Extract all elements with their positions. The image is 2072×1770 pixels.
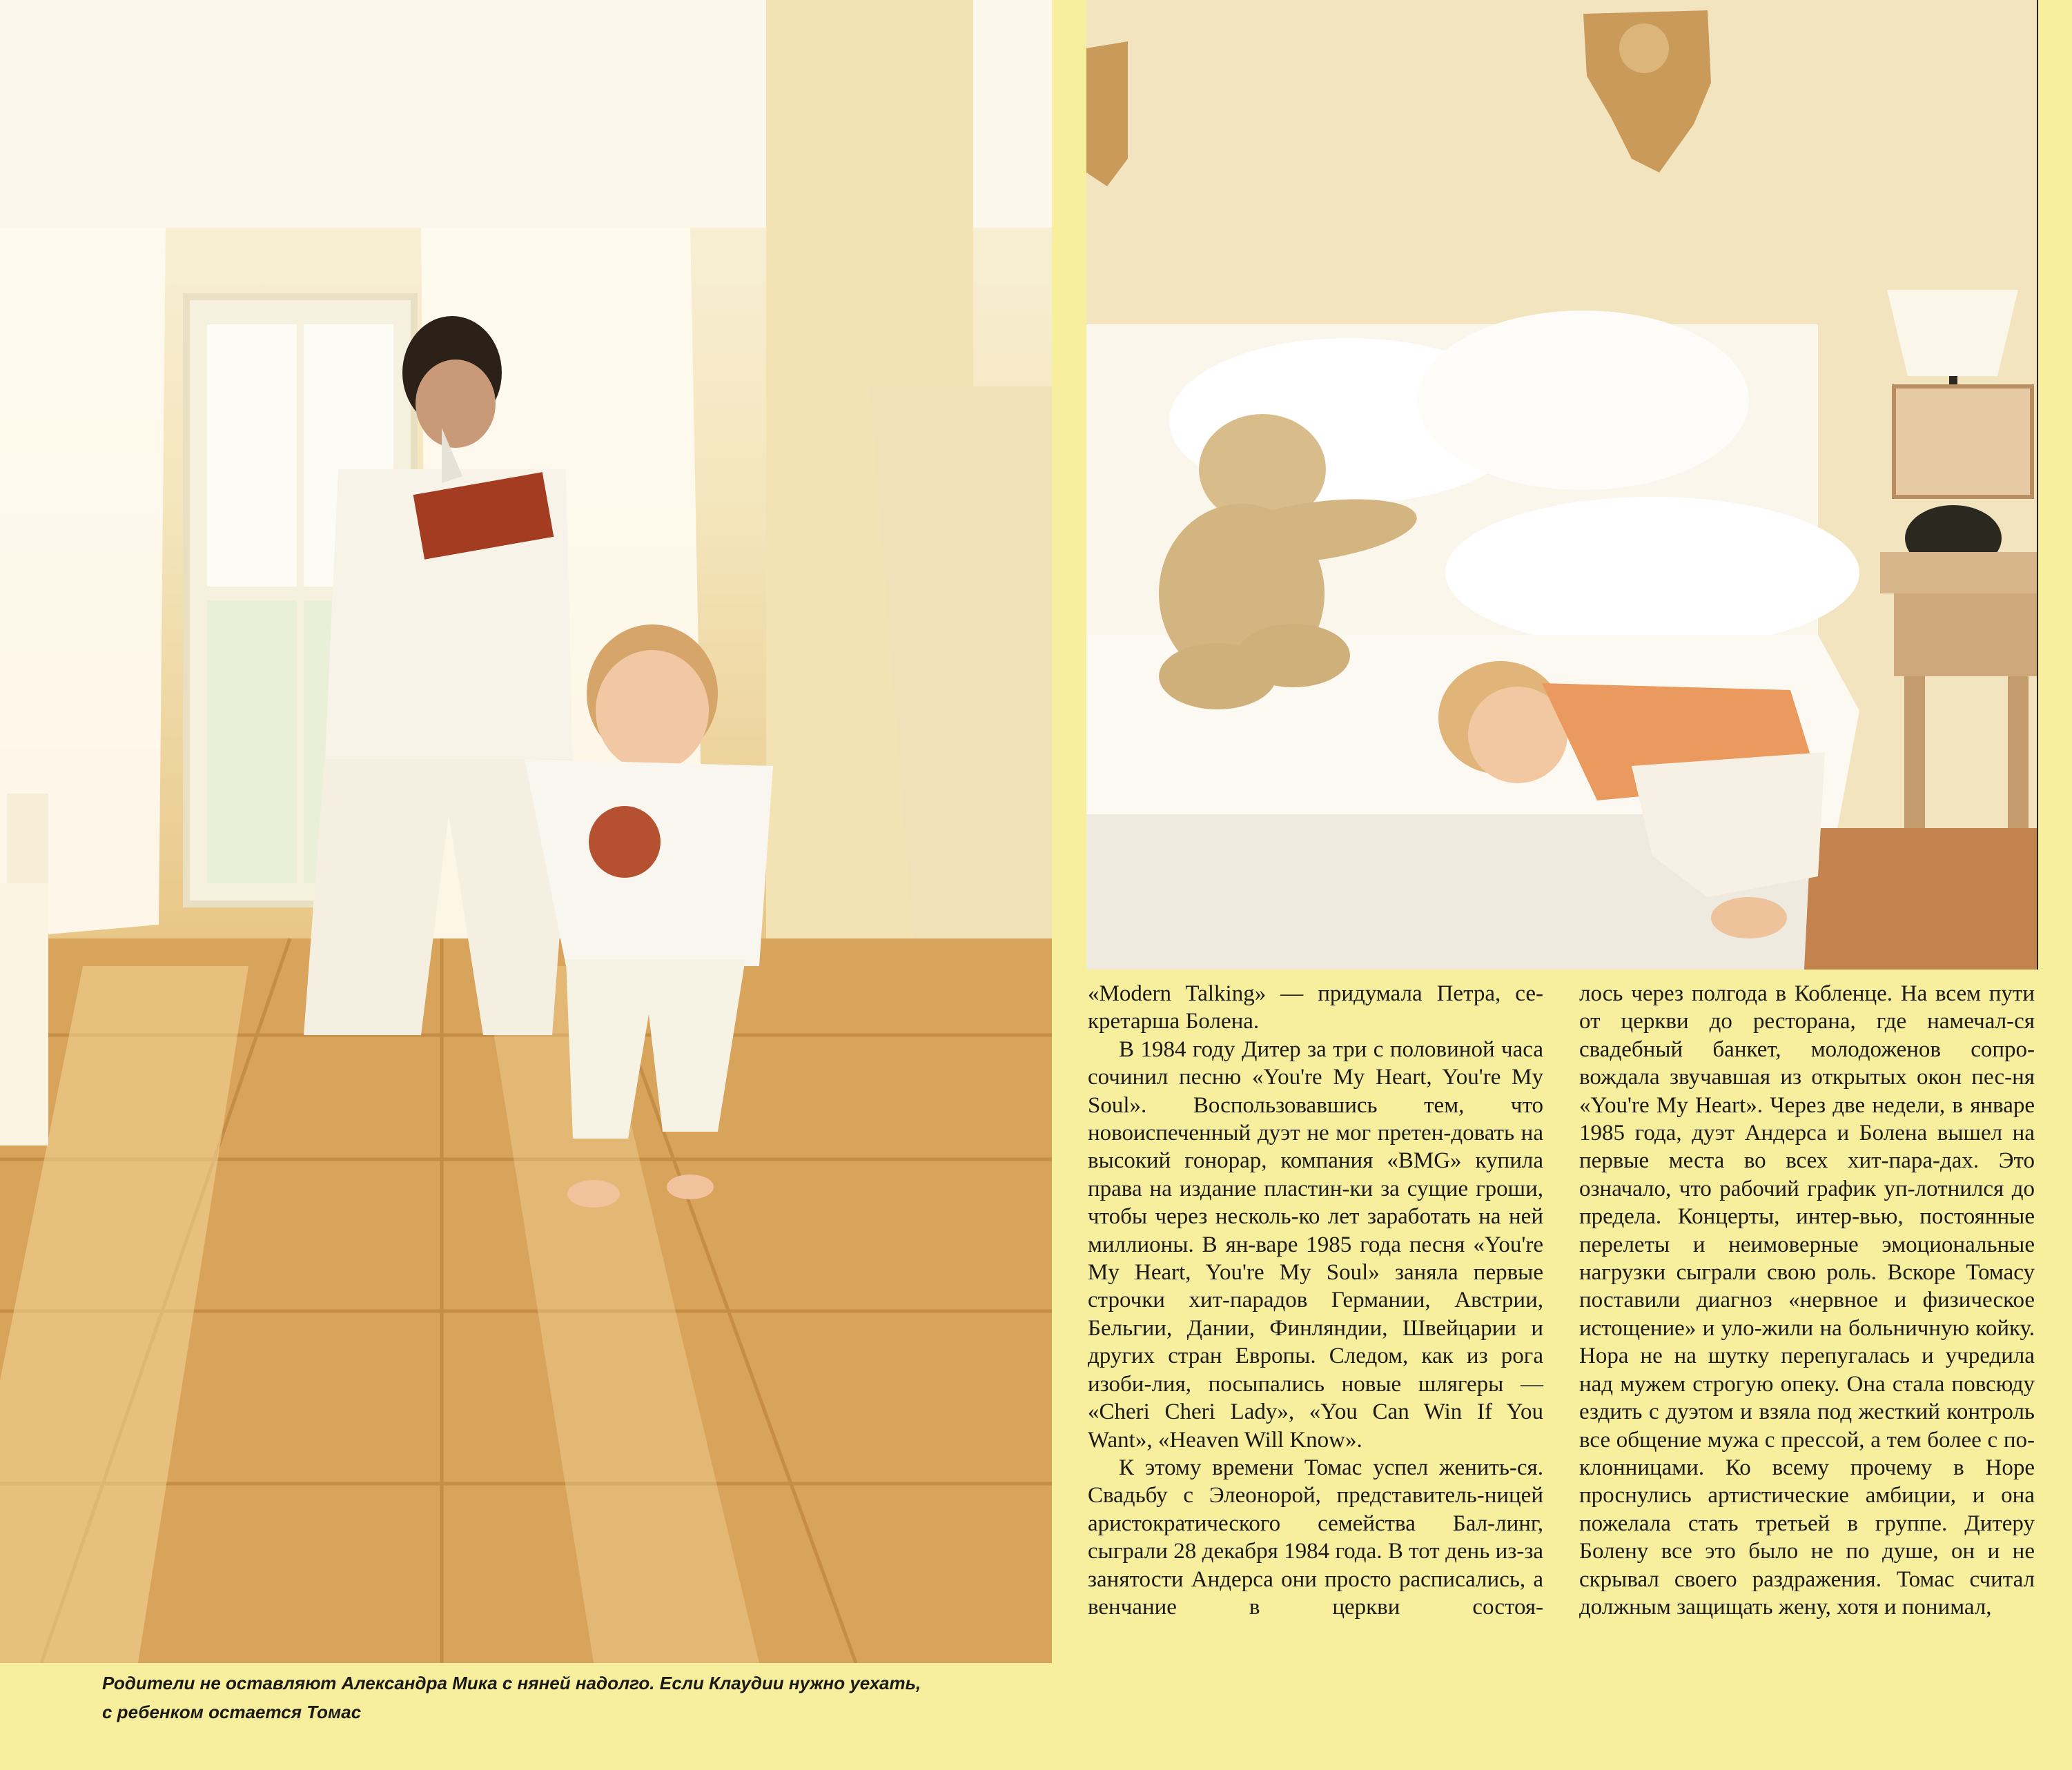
- article-column-left: [1088, 980, 1543, 1621]
- article-column-right: [1579, 980, 2035, 1621]
- bedroom-illustration: [1086, 0, 2037, 970]
- caption-line: Родители не оставляют Александра Мика с няней надолго. Если Клаудии нужно уехать,: [102, 1673, 921, 1693]
- living-room-illustration: [0, 0, 1052, 1663]
- article-paragraph: К этому времени Томас успел женить-ся. Свадьбу с Элеонорой, представитель-ницей аристократического семейства Бал-линг, сыграли 28 декабря 1984 года. В тот день из-за занятости Андерса они просто расписались, а венчание в церкви состоя-: [1088, 1455, 1543, 1620]
- article-paragraph: В 1984 году Дитер за три с половиной часа сочинил песню «You're My Heart, You're My Soul». Воспользовавшись тем, что новоиспеченный дуэт не мог претен-довать на высокий гонорар, компания «BMG» купила права на издание пластин-ки за сущие гроши, чтобы через несколь-ко лет заработать на ней миллионы. В ян-варе 1985 года песня «You're My Heart, You're My Soul» заняла первые строчки хит-парадов Германии, Австрии, Бельгии, Дании, Финляндии, Швейцарии и других стран Европы. Следом, как из рога изоби-лия, посыпались новые шлягеры — «Cheri Cheri Lady», «You Can Win If You Want», «Heaven Will Know».: [1088, 1036, 1543, 1453]
- caption-line: с ребенком остается Томас: [102, 1702, 362, 1722]
- photo-caption: [102, 1669, 1027, 1727]
- article-paragraph: «Modern Talking» — придумала Петра, се-кретарша Болена.: [1088, 981, 1543, 1034]
- living-room-photo: [0, 0, 1052, 1663]
- article-paragraph: лось через полгода в Кобленце. На всем пути от церкви до ресторана, где намечал-ся свадебный банкет, молодоженов сопро-вождала звучавшая из открытых окон пес-ня «You're My Heart». Через две недели, в январе 1985 года, дуэт Андерса и Болена вышел на первые места во всех хит-пара-дах. Это означало, что рабочий график уп-лотнился до предела. Концерты, интер-вью, постоянные перелеты и неимоверные эмоциональные нагрузки сыграли свою роль. Вскоре Томасу поставили диагноз «нервное и физическое истощение» и уло-жили на больничную койку. Нора не на шутку перепугалась и учредила над мужем строгую опеку. Она стала повсюду ездить с дуэтом и взяла под жесткий контроль все общение мужа с прессой, а тем более с по-клонницами. Ко всему прочему в Норе проснулись артистические амбиции, и она пожелала стать третьей в группе. Дитеру Болену все это было не по душе, он и не скрывал своего раздражения. Томас считал должным защищать жену, хотя и понимал,: [1579, 981, 2035, 1620]
- bedroom-photo: [1086, 0, 2038, 970]
